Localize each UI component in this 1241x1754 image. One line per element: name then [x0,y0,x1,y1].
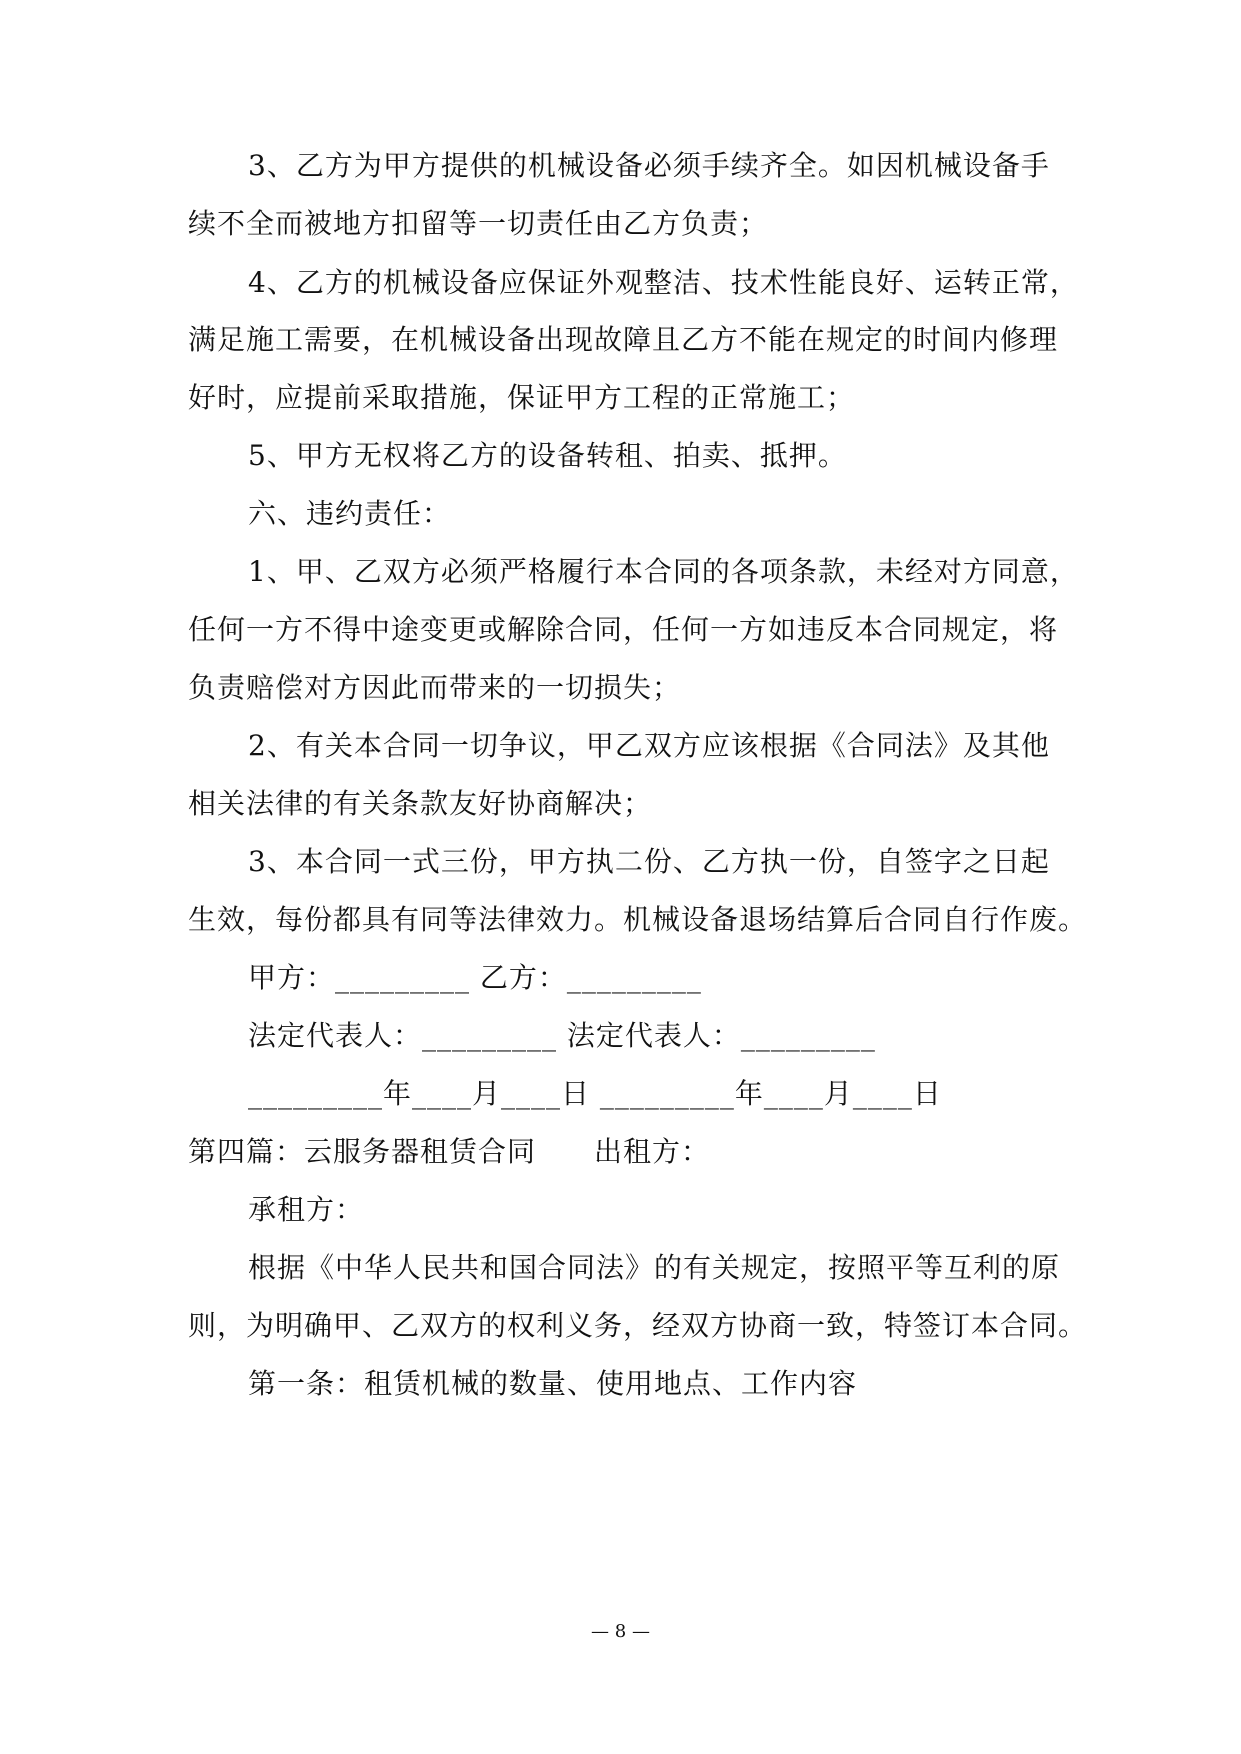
clause-line: 满足施工需要，在机械设备出现故障且乙方不能在规定的时间内修理 [188,323,1059,356]
clause-line: 1、甲、乙双方必须严格履行本合同的各项条款，未经对方同意， [248,555,1079,588]
signature-date-line: _________年____月____日 _________年____月____日 [248,1077,942,1110]
signature-party-line: 甲方：_________ 乙方：_________ [248,961,702,994]
clause-line: 好时，应提前采取措施，保证甲方工程的正常施工； [188,381,856,414]
clause-line: 3、乙方为甲方提供的机械设备必须手续齐全。如因机械设备手 [248,149,1050,182]
lessee-line: 承租方： [248,1193,365,1226]
clause-line: 任何一方不得中途变更或解除合同，任何一方如违反本合同规定，将 [188,613,1059,646]
clause-line: 相关法律的有关条款友好协商解决； [188,787,653,820]
clause-line: 生效，每份都具有同等法律效力。机械设备退场结算后合同自行作废。 [188,903,1088,936]
preamble-line: 则，为明确甲、乙双方的权利义务，经双方协商一致，特签订本合同。 [188,1309,1088,1342]
signature-representative-line: 法定代表人：_________ 法定代表人：_________ [248,1019,876,1052]
article-heading: 第一条：租赁机械的数量、使用地点、工作内容 [248,1367,858,1400]
clause-line: 2、有关本合同一切争议，甲乙双方应该根据《合同法》及其他 [248,729,1050,762]
clause-line: 负责赔偿对方因此而带来的一切损失； [188,671,682,704]
clause-line: 3、本合同一式三份，甲方执二份、乙方执一份，自签字之日起 [248,845,1050,878]
clause-line: 4、乙方的机械设备应保证外观整洁、技术性能良好、运转正常， [248,266,1079,299]
page-number: — 8 — [591,1621,650,1642]
chapter-heading: 第四篇：云服务器租赁合同 出租方： [188,1135,711,1168]
clause-line: 续不全而被地方扣留等一切责任由乙方负责； [188,207,769,240]
section-heading: 六、违约责任： [248,497,452,530]
clause-line: 5、甲方无权将乙方的设备转租、拍卖、抵押。 [248,439,847,472]
preamble-line: 根据《中华人民共和国合同法》的有关规定，按照平等互利的原 [248,1251,1061,1284]
